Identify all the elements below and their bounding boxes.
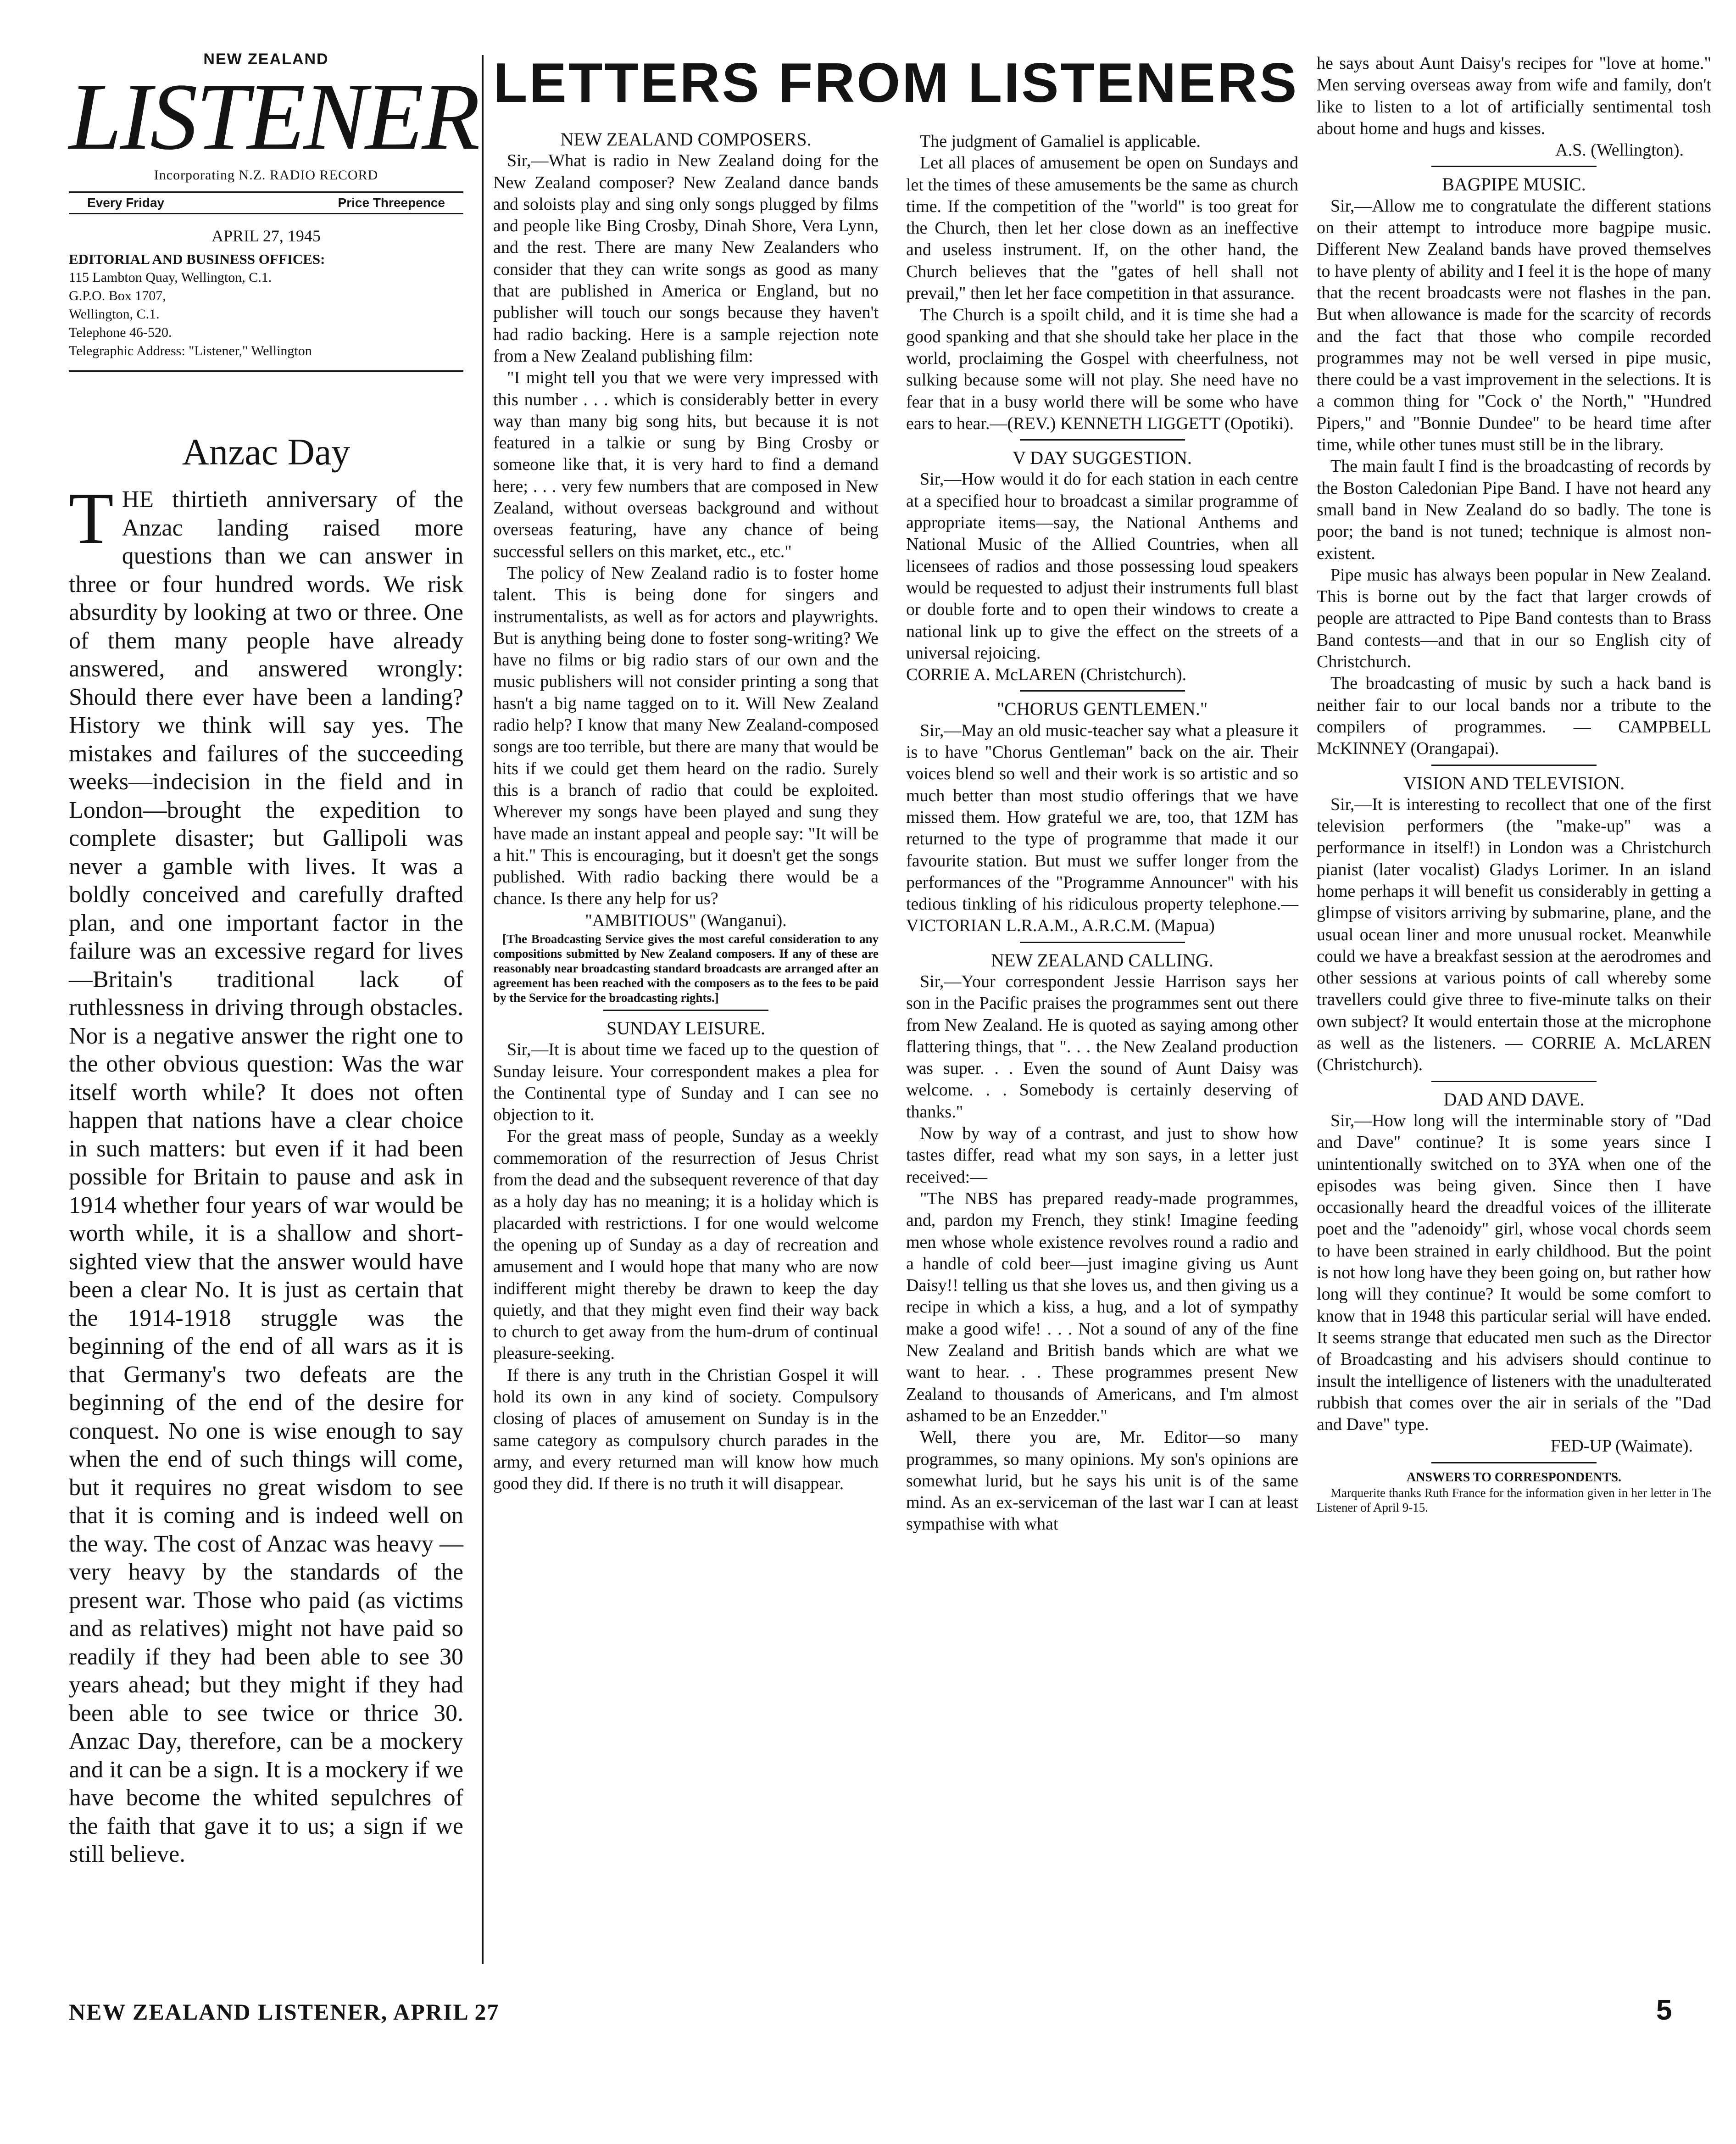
letter-paragraph: Let all places of amusement be open on Sundays and let the times of these amusements be the same as church time. If the competition of the "world" is too great for the Church, then let her close down as an ineffective and useless instrument. If, on the other hand, the Church believes that the "gates of hell shall not prevail," then let her face competition in that assurance. (906, 153, 1298, 303)
letter-paragraph: The main fault I find is the broadcasting of records by the Boston Caledonian Pipe Band. I have not heard any small band in New Zealand do so badly. The tone is poor; the band is not tuned; technique is almost non-existent. (1317, 457, 1711, 563)
section-rule (1431, 1462, 1597, 1463)
editorial-text: HE thirtieth anniversary of the Anzac landing raised more questions than we can answer in three or four hundred words. We risk absurdity by looking at two or three. One of them many people have already answered, and answered wrongly: Should there ever have been a landing? History we think will say yes. The mistakes and failures of the succeeding weeks—indecision in the field and in London—brought the expedition to complete disaster; but Gallipoli was never a gamble with lives. It was a boldly conceived and carefully drafted plan, and one important factor in the failure was an excessive regard for lives—Britain's traditional lack of ruthlessness in driving through obstacles. Nor is a negative answer the right one to the other obvious question: Was the war itself worth while? It does not often happen that nations have a clear choice in such matters: but even if it had been possible for Britain to pause and ask in 1914 whether four years of war would be worth while, it is a shallow and short-sighted view that the answer would have been a clear No. It is just as certain that the 1914-1918 struggle was the beginning of the end of all wars as it is that Germany's two defeats are the beginning of the end of the desire for conquest. No one is wise enough to say when the end of such things will come, but it requires no great wisdom to see that it is coming and is indeed well on the way. The cost of Anzac was heavy — very heavy by the standards of the present war. Those who paid (as victims and as relatives) might not have paid so readily if they had been able to see 30 years ahead; but they might if they had been able to see twice or thrice 30. Anzac Day, therefore, can be a mockery and it can be a sign. It is a mockery if we have become the whited sepulchres of the faith that gave it to us; a sign if we still believe. (69, 486, 463, 1867)
editor-note: [The Broadcasting Service gives the most careful consideration to any compositions submitted by New Zealand composers. If any of these are reasonably near broadcasting standard broadcasts are arranged after an agreement has been reached with the composers as to the fees to be paid by the Service for the broadcasting rights.] (493, 932, 879, 1005)
masthead-incorporating: Incorporating N.Z. RADIO RECORD (154, 168, 378, 183)
office-address (69, 250, 463, 360)
letter-heading: V DAY SUGGESTION. (1013, 447, 1192, 469)
letter-signature: A.S. (Wellington). (1555, 140, 1684, 160)
address-line: G.P.O. Box 1707, (69, 288, 166, 303)
letter-heading: VISION AND TELEVISION. (1403, 772, 1625, 793)
section-rule (1431, 166, 1597, 167)
address-line: Wellington, C.1. (69, 307, 160, 322)
letter-paragraph: Sir,—Your correspondent Jessie Harrison says her son in the Pacific praises the programmes sent out there from New Zealand. He is quoted as saying among other flattering things, that ". . . the New Zealand production was super. . . Even the sound of Aunt Daisy was welcome. . . Somebody is certainly deserving of thanks." (906, 972, 1298, 1122)
answers-text: Marquerite thanks Ruth France for the information given in her letter in The Listener of April 9-15. (1317, 1485, 1711, 1514)
letter-signature: "AMBITIOUS" (Wanganui). (585, 910, 787, 930)
letter-heading: SUNDAY LEISURE. (606, 1017, 765, 1038)
letter-paragraph: Sir,—How would it do for each station in each centre at a specified hour to broadcast a similar programme of appropriate items—say, the National Anthems and National Music of the Allied Countries, when all licensees of radios and those possessing loud speakers would be requested to adjust their instruments full blast or double forte and to open their windows to create a national link up to give the effect on the streets of a universal rejoicing. (906, 469, 1298, 663)
letter-paragraph: he says about Aunt Daisy's recipes for "love at home." Men serving overseas away from wife and family, don't like to listen to a lot of artificially sentimental tosh about home and hugs and kisses. (1317, 54, 1711, 138)
letter-heading: NEW ZEALAND CALLING. (991, 949, 1213, 971)
masthead-kicker: NEW ZEALAND (203, 50, 329, 68)
section-rule (1020, 942, 1185, 943)
letter-paragraph: The policy of New Zealand radio is to foster home talent. This is being done for singers and instrumentalists, as well as for actors and playwrights. But is anything being done to foster song-writing? We have no films or big radio stars of our own and the music publishers will not consider printing a song that hasn't a big name tagged on to it. Will New Zealand radio help? I know that many New Zealand-composed songs are too terrible, but there are many that would be hits if we could get them heard on the radio. Surely this is a branch of radio that could be exploited. Wherever my songs have been played and sung they have made an instant appeal and people say: "It will be a hit." This is encouraging, but it doesn't get the songs published. With radio backing there would be a chance. Is there any help for us? (493, 563, 879, 909)
editorial-body (69, 477, 463, 1869)
offices-heading: EDITORIAL AND BUSINESS OFFICES: (69, 251, 325, 267)
page-footer: NEW ZEALAND LISTENER, APRIL 27 (69, 1999, 500, 2025)
letters-column-2 (906, 131, 1298, 1535)
letters-column-3 (1317, 53, 1711, 1515)
masthead-price-bar (69, 191, 463, 214)
letter-paragraph: For the great mass of people, Sunday as a weekly commemoration of the resurrection of Jesus Christ from the dead and the subsequent reverence of that day as a holy day has no meaning; it is a holiday which is placarded with restrictions. I for one would welcome the opening up of Sunday as a day of recreation and amusement and I would hope that many who are now indifferent might thereby be drawn to keep the day quietly, and that they might even find their way back to church to get away from the hum-drum of continual pleasure-seeking. (493, 1127, 879, 1363)
editorial-title: Anzac Day (182, 431, 351, 473)
page-number: 5 (1656, 1994, 1672, 2026)
section-rule (1020, 690, 1185, 692)
editorial-dropcap: T (69, 477, 114, 559)
letter-paragraph: Now by way of a contrast, and just to show how tastes differ, read what my son says, in a letter just received:— (906, 1124, 1298, 1187)
letter-paragraph: Well, there you are, Mr. Editor—so many programmes, so many opinions. My son's opinions are somewhat lurid, but he says his unit is of the same mind. As an ex-serviceman of the last war I can at least sympathise with what (906, 1428, 1298, 1534)
masthead-rule (69, 370, 463, 372)
letter-paragraph: The Church is a spoilt child, and it is time she had a good spanking and that she should take her place in the world, proclaiming the Gospel with cheerfulness, not sulking because some will not play. She need have no fear that in a busy world there will be some who have ears to hear.—(REV.) KENNETH LIGGETT (Opotiki). (906, 305, 1298, 433)
address-line: 115 Lambton Quay, Wellington, C.1. (69, 270, 272, 285)
address-line: Telegraphic Address: "Listener," Wellington (69, 343, 312, 358)
letter-paragraph: Sir,—What is radio in New Zealand doing for the New Zealand composer? New Zealand dance bands and soloists play and sing only songs plugged by films and people like Bing Crosby, Dinah Shore, Vera Lynn, and the rest. There are many New Zealanders who consider that they can write songs as good as many that are published in America or England, but no publisher will touch our songs because they haven't had radio backing. Here is a sample rejection note from a New Zealand publishing film: (493, 151, 879, 366)
letter-heading: NEW ZEALAND COMPOSERS. (560, 129, 812, 150)
masthead-frequency: Every Friday (87, 195, 165, 210)
letters-banner: LETTERS FROM LISTENERS (493, 51, 1299, 114)
letters-column-1 (493, 128, 879, 1495)
issue-date: APRIL 27, 1945 (211, 227, 321, 245)
section-rule (1431, 765, 1597, 766)
letter-signature: CORRIE A. McLAREN (Christchurch). (906, 665, 1187, 685)
letter-paragraph: Sir,—May an old music-teacher say what a pleasure it is to have "Chorus Gentleman" back on the air. Their voices blend so well and their work is so artistic and so much better than most studio offerings that we have missed them. How grateful we are, too, that 1ZM has returned to the type of programme that made it our favourite station. But must we suffer longer from the performances of the "Programme Announcer" with his tedious tinkling of his ridiculous property telephone.—VICTORIAN L.R.A.M., A.R.C.M. (Mapua) (906, 720, 1298, 936)
letter-heading: BAGPIPE MUSIC. (1442, 174, 1586, 195)
letter-paragraph: Sir,—Allow me to congratulate the different stations on their attempt to introduce more bagpipe music. Different New Zealand bands have proved themselves to have plenty of ability and I feel it is the hope of many that the recent broadcasts were not flashes in the pan. But when allowance is made for the scarcity of records and the fact that those who compile recorded programmes may not be well versed in pipe music, there could be a vast improvement in the selections. It is a common thing for "Cock o' the North," "Hundred Pipers," and "Bonnie Dundee" to be heard time after time, while other tunes must still be in the library. (1317, 196, 1711, 455)
masthead (69, 50, 479, 372)
letter-paragraph: Sir,—It is interesting to recollect that one of the first television performers (the "make-up" was a performance in itself!) in London was a Christchurch pianist (later vocalist) Gladys Lorimer. In an island home perhaps it will benefit us considerably in getting a glimpse of visitors arriving by submarine, plane, and the usual ocean liner and more unusual rocket. Meanwhile could we have a breakfast session at the aerodromes and other sessions at various points of call whereby some travellers could give three to five-minute talks on their own subject? It would entertain those at the microphone as well as the listeners. — CORRIE A. McLAREN (Christchurch). (1317, 794, 1711, 1075)
answers-heading: ANSWERS TO CORRESPONDENTS. (1406, 1470, 1622, 1485)
letter-paragraph: "The NBS has prepared ready-made programmes, and, pardon my French, they stink! Imagine feeding men whose whole existence revolves round a radio and a handle of cold beer—just imagine giving us Aunt Daisy!! telling us that she loves us, and then giving us a recipe in which a kiss, a hug, and a lot of sympathy make a good wife! . . . Not a sound of any of the fine New Zealand and British bands which are what we want to hear. . . These programmes present New Zealand to thousands of Americans, and I'm almost ashamed to be an Enzedder." (906, 1189, 1298, 1425)
column-rule (482, 55, 484, 1964)
letter-paragraph: Pipe music has always been popular in New Zealand. This is borne out by the fact that larger crowds of people are attracted to Pipe Band contests than to Brass Band contests—and that in our so English city of Christchurch. (1317, 565, 1711, 672)
letter-signature: FED-UP (Waimate). (1550, 1436, 1693, 1456)
section-rule (1431, 1081, 1597, 1082)
masthead-price: Price Threepence (338, 195, 445, 210)
letter-paragraph: Sir,—How long will the interminable story of "Dad and Dave" continue? It is some years since I unintentionally switched on to 3YA when one of the episodes was being given. Since then I have occasionally heard the dreadful voices of the illiterate poet and the "adenoidy" girl, whose vocal chords seem to have been strained in early childhood. But the point is not how long have they been going on, but rather how long will they continue? It would be some comfort to know that in 1948 this particular serial will have ended. It seems strange that educated men such as the Director of Broadcasting and his advisers should continue to insult the intelligence of listeners with the unadulterated rubbish that comes over the air in serials of the "Dad and Dave" type. (1317, 1111, 1711, 1435)
letter-heading: "CHORUS GENTLEMEN." (996, 698, 1208, 720)
masthead-logo: LISTENER (69, 64, 479, 169)
letter-paragraph: Sir,—It is about time we faced up to the question of Sunday leisure. Your correspondent makes a plea for the Continental type of Sunday and I can see no objection to it. (493, 1040, 879, 1125)
letter-heading: DAD AND DAVE. (1443, 1089, 1585, 1110)
letter-paragraph: If there is any truth in the Christian Gospel it will hold its own in any kind of society. Compulsory closing of places of amusement on Sunday is in the same category as compulsory church parades in the army, and every returned man will know how much good they did. If there is no truth it will disappear. (493, 1365, 879, 1494)
letter-paragraph: The broadcasting of music by such a hack band is neither fair to our local bands nor a tribute to the compilers of programmes. — CAMPBELL McKINNEY (Orangapai). (1317, 674, 1711, 759)
letter-paragraph: The judgment of Gamaliel is applicable. (920, 132, 1201, 151)
editorial (69, 431, 463, 1869)
address-line: Telephone 46-520. (69, 325, 172, 340)
section-rule (1020, 439, 1185, 441)
section-rule (603, 1010, 768, 1011)
letter-paragraph: "I might tell you that we were very impressed with this number . . . which is considerably better in every way than many big song hits, but because it is not featured in a talkie or sung by Bing Crosby or someone like that, it is very hard to find a demand here; . . . very few numbers that are composed in New Zealand, without overseas background and without overseas featuring, have any chance of being successful sellers on this market, etc., etc." (493, 368, 879, 561)
